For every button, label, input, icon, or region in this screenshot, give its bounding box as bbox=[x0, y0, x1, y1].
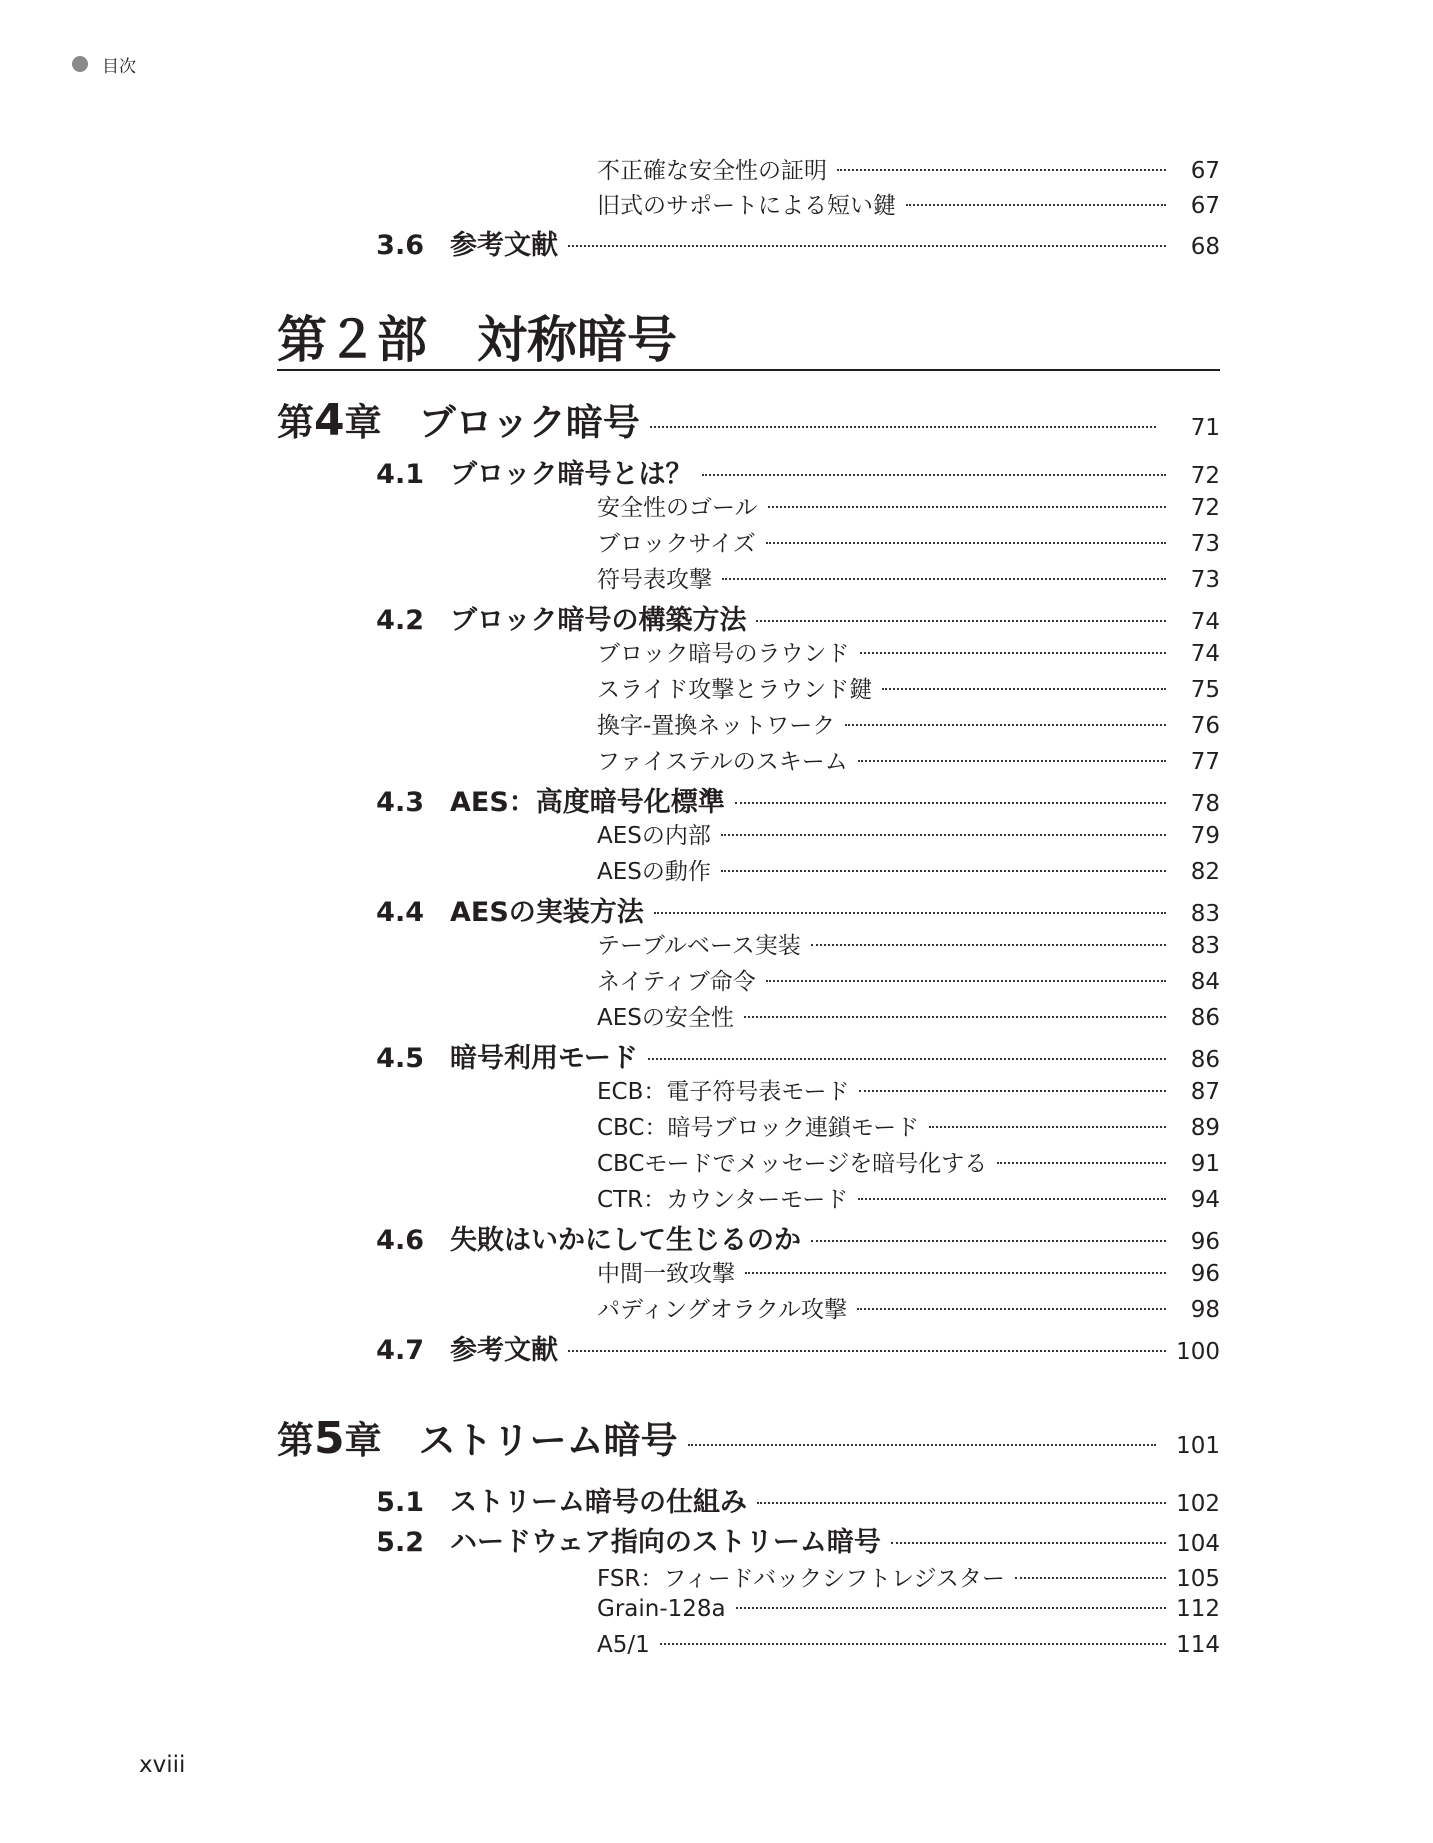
dot-leader bbox=[660, 1643, 1166, 1645]
dot-leader bbox=[859, 1090, 1166, 1092]
dot-leader bbox=[857, 1308, 1166, 1310]
dot-leader bbox=[744, 1016, 1166, 1018]
dot-leader bbox=[929, 1126, 1166, 1128]
running-header bbox=[72, 52, 136, 76]
entry-title: 旧式のサポートによる短い鍵 bbox=[597, 193, 896, 219]
toc-section[interactable] bbox=[277, 452, 1220, 491]
bullet-dot-icon bbox=[72, 56, 88, 72]
entry-page: 72 bbox=[1190, 495, 1220, 521]
entry-page: 74 bbox=[1190, 641, 1220, 667]
dot-leader bbox=[845, 724, 1166, 726]
entry-title: ブロックサイズ bbox=[597, 531, 756, 557]
toc-entry[interactable] bbox=[277, 963, 1220, 996]
dot-leader bbox=[650, 426, 1156, 428]
dot-leader bbox=[882, 688, 1166, 690]
toc-entry[interactable] bbox=[277, 152, 1220, 185]
toc-section[interactable] bbox=[277, 223, 1220, 262]
section-title: ブロック暗号の構築方法 bbox=[450, 605, 747, 636]
toc-section[interactable] bbox=[277, 1480, 1220, 1519]
toc-section[interactable] bbox=[277, 780, 1220, 819]
dot-leader bbox=[568, 1350, 1166, 1352]
toc-entry[interactable] bbox=[277, 1109, 1220, 1142]
section-number: 4.3 bbox=[376, 787, 424, 818]
dot-leader bbox=[858, 1198, 1166, 1200]
entry-page: 114 bbox=[1176, 1632, 1220, 1658]
entry-page: 89 bbox=[1190, 1115, 1220, 1141]
dot-leader bbox=[721, 870, 1166, 872]
entry-title: AESの内部 bbox=[597, 823, 711, 849]
toc-entry[interactable] bbox=[277, 561, 1220, 594]
dot-leader bbox=[688, 1444, 1156, 1446]
chapter-prefix: 第 bbox=[277, 401, 314, 444]
toc-entry[interactable] bbox=[277, 1255, 1220, 1288]
section-title: 参考文献 bbox=[450, 1335, 558, 1366]
toc-section[interactable] bbox=[277, 1520, 1220, 1559]
section-number: 4.6 bbox=[376, 1225, 424, 1256]
section-page: 74 bbox=[1190, 609, 1220, 635]
toc-entry[interactable] bbox=[277, 671, 1220, 704]
entry-page: 84 bbox=[1190, 969, 1220, 995]
section-number: 3.6 bbox=[376, 230, 424, 261]
entry-title: CBC：暗号ブロック連鎖モード bbox=[597, 1115, 920, 1141]
entry-page: 83 bbox=[1190, 933, 1220, 959]
toc-entry[interactable] bbox=[277, 1560, 1220, 1593]
part-title: 第２部 対称暗号 bbox=[277, 311, 677, 369]
chapter-prefix: 第 bbox=[277, 1419, 314, 1462]
dot-leader bbox=[568, 245, 1166, 247]
entry-page: 77 bbox=[1190, 749, 1220, 775]
toc-entry[interactable] bbox=[277, 525, 1220, 558]
section-page: 86 bbox=[1190, 1047, 1220, 1073]
section-title: ブロック暗号とは？ bbox=[450, 459, 693, 490]
toc-entry[interactable] bbox=[277, 489, 1220, 522]
toc-entry[interactable] bbox=[277, 635, 1220, 668]
entry-title: 不正確な安全性の証明 bbox=[597, 158, 827, 184]
entry-page: 73 bbox=[1190, 531, 1220, 557]
dot-leader bbox=[721, 834, 1166, 836]
entry-page: 67 bbox=[1190, 158, 1220, 184]
entry-title: 安全性のゴール bbox=[597, 495, 758, 521]
section-page: 68 bbox=[1190, 234, 1220, 260]
entry-page: 76 bbox=[1190, 713, 1220, 739]
dot-leader bbox=[654, 912, 1166, 914]
dot-leader bbox=[722, 578, 1166, 580]
entry-page: 86 bbox=[1190, 1005, 1220, 1031]
section-number: 4.1 bbox=[376, 459, 424, 490]
toc-section[interactable] bbox=[277, 598, 1220, 637]
toc-entry[interactable] bbox=[277, 817, 1220, 850]
toc-entry[interactable] bbox=[277, 1145, 1220, 1178]
entry-title: 換字-置換ネットワーク bbox=[597, 713, 836, 739]
dot-leader bbox=[745, 1272, 1166, 1274]
dot-leader bbox=[757, 1502, 1166, 1504]
toc-entry[interactable] bbox=[277, 1181, 1220, 1214]
toc-entry[interactable] bbox=[277, 187, 1220, 220]
entry-page: 96 bbox=[1190, 1261, 1220, 1287]
toc-entry[interactable] bbox=[277, 999, 1220, 1032]
entry-page: 91 bbox=[1190, 1151, 1220, 1177]
section-number: 5.1 bbox=[376, 1487, 424, 1518]
entry-page: 105 bbox=[1176, 1566, 1220, 1592]
dot-leader bbox=[756, 620, 1166, 622]
entry-title: CTR：カウンターモード bbox=[597, 1187, 849, 1213]
toc-entry[interactable] bbox=[277, 1073, 1220, 1106]
entry-title: ECB：電子符号表モード bbox=[597, 1079, 850, 1105]
section-page: 72 bbox=[1190, 463, 1220, 489]
dot-leader bbox=[837, 169, 1166, 171]
chapter-name: 章 ブロック暗号 bbox=[344, 401, 640, 444]
chapter-4-heading[interactable] bbox=[277, 392, 1220, 446]
entry-page: 73 bbox=[1190, 567, 1220, 593]
toc-entry[interactable] bbox=[277, 927, 1220, 960]
header-label: 目次 bbox=[102, 56, 136, 77]
chapter-name: 章 ストリーム暗号 bbox=[344, 1419, 678, 1462]
dot-leader bbox=[768, 506, 1166, 508]
entry-page: 75 bbox=[1190, 677, 1220, 703]
chapter-5-heading[interactable] bbox=[277, 1410, 1220, 1464]
entry-page: 112 bbox=[1176, 1596, 1220, 1622]
dot-leader bbox=[766, 980, 1166, 982]
entry-title: AESの安全性 bbox=[597, 1005, 734, 1031]
chapter-page: 71 bbox=[1190, 415, 1220, 441]
section-number: 5.2 bbox=[376, 1527, 424, 1558]
chapter-page: 101 bbox=[1176, 1433, 1220, 1459]
entry-page: 79 bbox=[1190, 823, 1220, 849]
entry-title: Grain-128a bbox=[597, 1596, 726, 1622]
section-page: 104 bbox=[1176, 1531, 1220, 1557]
entry-page: 98 bbox=[1190, 1297, 1220, 1323]
dot-leader bbox=[891, 1542, 1166, 1544]
dot-leader bbox=[702, 474, 1166, 476]
toc-entry[interactable] bbox=[277, 743, 1220, 776]
chapter-title bbox=[277, 392, 640, 446]
entry-page: 87 bbox=[1190, 1079, 1220, 1105]
entry-title: FSR：フィードバックシフトレジスター bbox=[597, 1566, 1005, 1592]
entry-title: 符号表攻撃 bbox=[597, 567, 712, 593]
entry-title: ファイステルのスキーム bbox=[597, 749, 848, 775]
toc-entry[interactable] bbox=[277, 1291, 1220, 1324]
dot-leader bbox=[858, 760, 1166, 762]
dot-leader bbox=[766, 542, 1166, 544]
section-title: AESの実装方法 bbox=[450, 897, 644, 928]
toc-entry[interactable] bbox=[277, 853, 1220, 886]
dot-leader bbox=[811, 1240, 1166, 1242]
dot-leader bbox=[735, 802, 1166, 804]
entry-page: 67 bbox=[1190, 193, 1220, 219]
toc-entry[interactable] bbox=[277, 1632, 1220, 1658]
entry-title: CBCモードでメッセージを暗号化する bbox=[597, 1151, 988, 1177]
section-title: ストリーム暗号の仕組み bbox=[450, 1487, 747, 1518]
dot-leader bbox=[736, 1607, 1166, 1609]
section-page: 96 bbox=[1190, 1229, 1220, 1255]
section-page: 100 bbox=[1176, 1339, 1220, 1365]
chapter-number: 5 bbox=[314, 1413, 345, 1464]
section-page: 102 bbox=[1176, 1491, 1220, 1517]
section-number: 4.5 bbox=[376, 1043, 424, 1074]
toc-section[interactable] bbox=[277, 1218, 1220, 1257]
section-title: AES：高度暗号化標準 bbox=[450, 787, 725, 818]
dot-leader bbox=[1015, 1577, 1166, 1579]
section-title: ハードウェア指向のストリーム暗号 bbox=[450, 1527, 881, 1558]
page-number: xviii bbox=[139, 1752, 186, 1778]
section-title: 参考文献 bbox=[450, 230, 558, 261]
chapter-number: 4 bbox=[314, 395, 345, 446]
section-title: 暗号利用モード bbox=[450, 1043, 638, 1074]
entry-title: AESの動作 bbox=[597, 859, 711, 885]
dot-leader bbox=[811, 944, 1166, 946]
section-number: 4.7 bbox=[376, 1335, 424, 1366]
dot-leader bbox=[860, 652, 1166, 654]
entry-title: A5/1 bbox=[597, 1632, 650, 1658]
entry-page: 82 bbox=[1190, 859, 1220, 885]
toc-entry[interactable] bbox=[277, 1596, 1220, 1622]
section-page: 83 bbox=[1190, 901, 1220, 927]
entry-title: ブロック暗号のラウンド bbox=[597, 641, 850, 667]
entry-title: スライド攻撃とラウンド鍵 bbox=[597, 677, 873, 703]
toc-section[interactable] bbox=[277, 1328, 1220, 1367]
entry-page: 94 bbox=[1190, 1187, 1220, 1213]
dot-leader bbox=[997, 1162, 1166, 1164]
entry-title: テーブルベース実装 bbox=[597, 933, 801, 959]
dot-leader bbox=[906, 204, 1166, 206]
entry-title: 中間一致攻撃 bbox=[597, 1261, 735, 1287]
dot-leader bbox=[648, 1058, 1166, 1060]
section-number: 4.4 bbox=[376, 897, 424, 928]
toc-section[interactable] bbox=[277, 1036, 1220, 1075]
toc-section[interactable] bbox=[277, 890, 1220, 929]
section-number: 4.2 bbox=[376, 605, 424, 636]
entry-title: ネイティブ命令 bbox=[597, 969, 756, 995]
part-rule bbox=[277, 369, 1220, 371]
chapter-title bbox=[277, 1410, 678, 1464]
toc-entry[interactable] bbox=[277, 707, 1220, 740]
section-page: 78 bbox=[1190, 791, 1220, 817]
entry-title: パディングオラクル攻撃 bbox=[597, 1297, 848, 1323]
section-title: 失敗はいかにして生じるのか bbox=[450, 1225, 801, 1256]
